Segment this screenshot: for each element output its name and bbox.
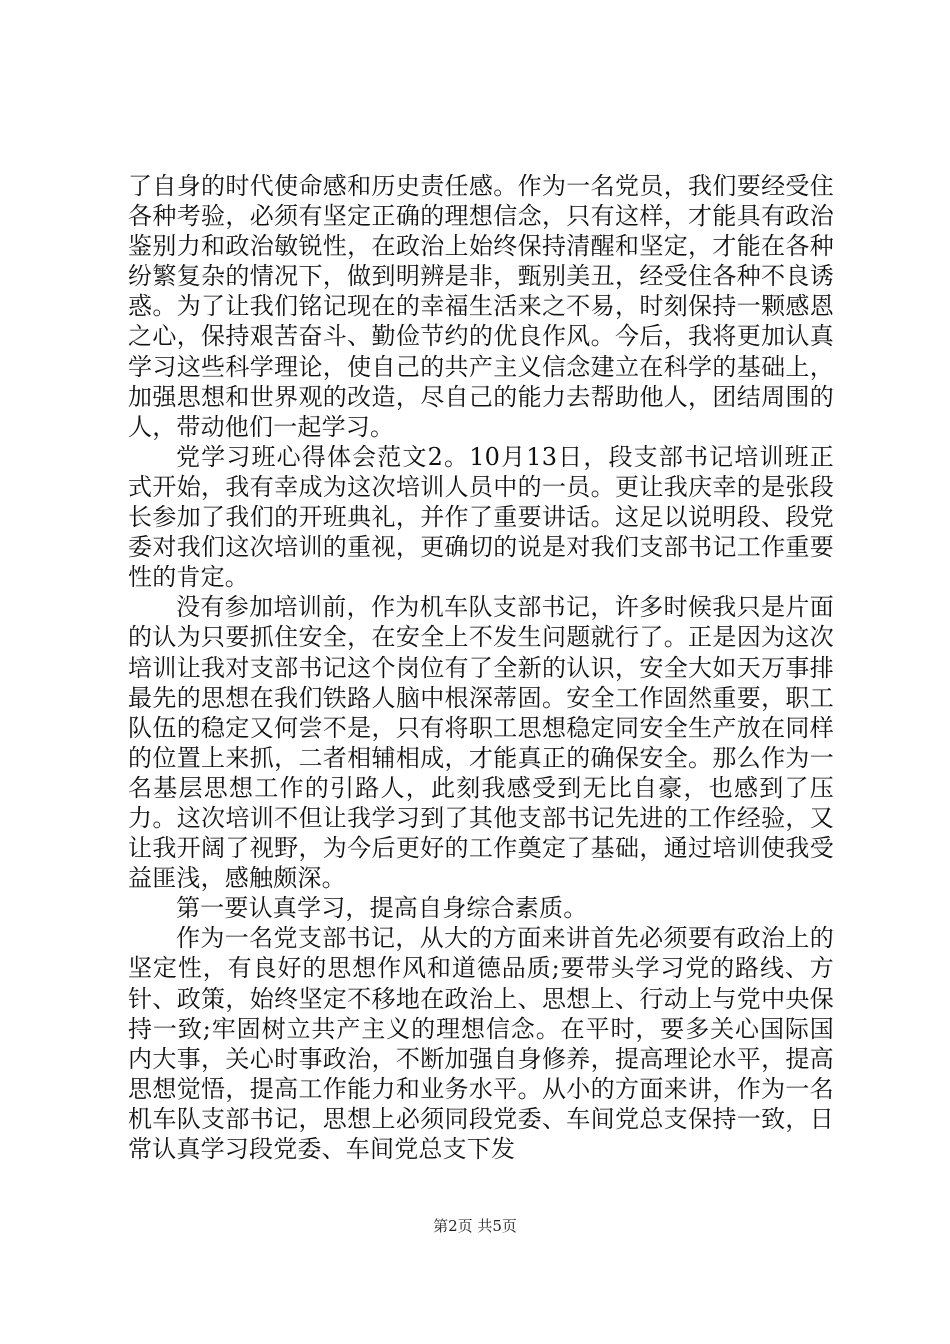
paragraph-5: 作为一名党支部书记，从大的方面来讲首先必须要有政治上的坚定性，有良好的思想作风和道德品质;要带头学习党的路线、方针、政策，始终坚定不移地在政治上、思想上、行动上与党中央保持一致;牢固树立共产主义的理想信念。在平时，要多关心国际国内大事，关心时事政治，不断加强自身修养，提高理论水平，提高思想觉悟，提高工作能力和业务水平。从小的方面来讲，作为一名机车队支部书记，思想上必须同段党委、车间党总支保持一致，日常认真学习段党委、车间党总支下发 bbox=[128, 924, 834, 1163]
document-body bbox=[128, 171, 834, 1164]
paragraph-2: 党学习班心得体会范文2。10月13日，段支部书记培训班正式开始，我有幸成为这次培训人员中的一员。更让我庆幸的是张段长参加了我们的开班典礼，并作了重要讲话。这足以说明段、段党委对我们这次培训的重视，更确切的说是对我们支部书记工作重要性的肯定。 bbox=[128, 442, 834, 592]
page-number-footer: 第2页 共5页 bbox=[433, 1217, 517, 1235]
paragraph-3: 没有参加培训前，作为机车队支部书记，许多时候我只是片面的认为只要抓住安全，在安全上不发生问题就行了。正是因为这次培训让我对支部书记这个岗位有了全新的认识，安全大如天万事排最先的思想在我们铁路人脑中根深蒂固。安全工作固然重要，职工队伍的稳定又何尝不是，只有将职工思想稳定同安全生产放在同样的位置上来抓，二者相辅相成，才能真正的确保安全。那么作为一名基层思想工作的引路人，此刻我感受到无比自豪，也感到了压力。这次培训不但让我学习到了其他支部书记先进的工作经验，又让我开阔了视野，为今后更好的工作奠定了基础，通过培训使我受益匪浅，感触颇深。 bbox=[128, 593, 834, 893]
paragraph-1: 了自身的时代使命感和历史责任感。作为一名党员，我们要经受住各种考验，必须有坚定正确的理想信念，只有这样，才能具有政治鉴别力和政治敏锐性，在政治上始终保持清醒和坚定，才能在各种纷繁复杂的情况下，做到明辨是非，甄别美丑，经受住各种不良诱惑。为了让我们铭记现在的幸福生活来之不易，时刻保持一颗感恩之心，保持艰苦奋斗、勤俭节约的优良作风。今后，我将更加认真学习这些科学理论，使自己的共产主义信念建立在科学的基础上，加强思想和世界观的改造，尽自己的能力去帮助他人，团结周围的人，带动他们一起学习。 bbox=[128, 172, 834, 441]
paragraph-4-heading: 第一要认真学习，提高自身综合素质。 bbox=[176, 894, 588, 923]
